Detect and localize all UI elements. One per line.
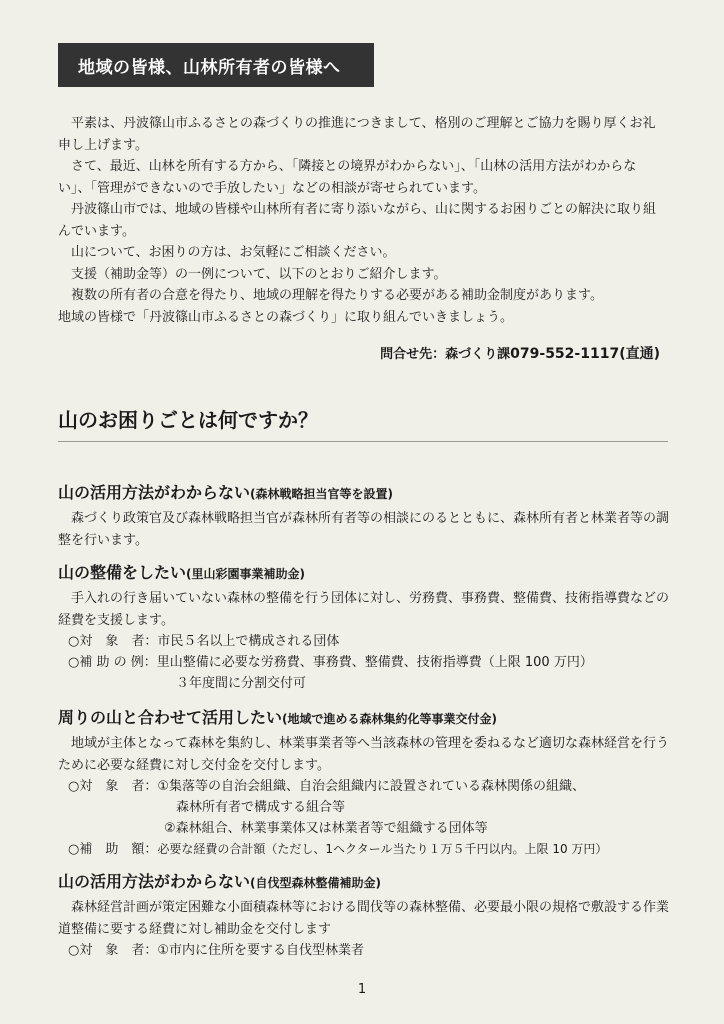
section-body: [58, 508, 670, 551]
section-subtitle: (自伐型森林整備補助金): [250, 876, 381, 890]
contact-info: [300, 343, 660, 363]
intro-line: さて、最近、山林を所有する方から、「隣接との境界がわからない」、「山林の活用方法がわからない」、「管理ができないので手放したい」などの相談が寄せられています。: [58, 159, 637, 196]
section-body: [58, 897, 670, 940]
item-list: [68, 631, 678, 694]
item-label: ○補 助 の 例：: [68, 655, 157, 670]
item-label: ○対 象 者：: [68, 634, 158, 649]
list-item: [68, 631, 678, 652]
list-item: [68, 776, 678, 797]
section-subtitle: (森林戦略担当官等を設置): [250, 487, 393, 501]
item-label: ○補 助 額：: [68, 842, 158, 857]
list-item: [68, 940, 678, 961]
list-item: [68, 652, 678, 673]
item-list: [68, 940, 678, 961]
intro-line: 複数の所有者の合意を得たり、地域の理解を得たりする必要がある補助金制度があります。: [71, 288, 603, 303]
section-body: [58, 733, 670, 776]
intro-line: 地域の皆様で「丹波篠山市ふるさとの森づくり」に取り組んでいきましょう。: [58, 309, 514, 325]
intro-line: 山について、お困りの方は、お気軽にご相談ください。: [71, 245, 396, 260]
item-value: ①市内に住所を要する自伐型林業者: [157, 943, 364, 958]
section-heading: 山の活用方法がわからない: [58, 872, 251, 891]
item-continuation: ②森林組合、林業事業体又は林業者等で組織する団体等: [164, 821, 488, 836]
section-title: [58, 480, 668, 503]
section-title: [58, 560, 668, 583]
section-text: 森づくり政策官及び森林戦略担当官が森林所有者等の相談にのるとともに、森林所有者と林業者等の調整を行います。: [58, 511, 670, 548]
section-text: 地域が主体となって森林を集約し、林業事業者等へ当該森林の管理を委ねるなど適切な森林経営を行うために必要な経費に対し交付金を交付します。: [58, 736, 670, 773]
section-body: [58, 588, 670, 631]
section-heading: 山の活用方法がわからない: [58, 483, 251, 502]
main-title: 山のお困りごとは何ですか？: [58, 404, 668, 442]
item-continuation: ３年度間に分割交付可: [176, 676, 307, 691]
intro-line: 平素は、丹波篠山市ふるさとの森づくりの推進につきまして、格別のご理解とご協力を賜り厚くお礼申し上げます。: [58, 116, 656, 153]
item-value: 必要な経費の合計額（ただし、1ヘクタール当たり１万５千円以内。上限 10 万円）: [157, 842, 608, 856]
item-list: [68, 776, 678, 860]
intro-line: 丹波篠山市では、地域の皆様や山林所有者に寄り添いながら、山に関するお困りごとの解決に取り組んでいます。: [58, 202, 657, 239]
contact-label: 問合せ先：森づくり課: [380, 347, 511, 362]
section-heading: 山の整備をしたい: [58, 563, 187, 582]
item-label: ○対 象 者：: [68, 779, 158, 794]
section-subtitle: (里山彩園事業補助金): [186, 567, 305, 581]
list-item: [68, 839, 678, 860]
intro-line: 支援（補助金等）の一例について、以下のとおりご紹介します。: [71, 266, 447, 282]
section-subtitle: (地域で進める森林集約化等事業交付金): [282, 712, 497, 726]
section-text: 森林経営計画が策定困難な小面積森林等における間伐等の森林整備、必要最小限の規格で敷設する作業道整備に要する経費に対し補助金を交付します: [58, 900, 670, 937]
section-title: [58, 869, 668, 892]
item-label: ○対 象 者：: [68, 943, 158, 958]
section-title: [58, 705, 668, 728]
item-value: 里山整備に必要な労務費、事務費、整備費、技術指導費（上限 100 万円）: [156, 655, 593, 670]
item-continuation: 森林所有者で構成する組合等: [176, 800, 346, 815]
header-title-box: [58, 43, 374, 87]
contact-phone: 079-552-1117(直通): [510, 346, 660, 362]
item-value: ①集落等の自治会組織、自治会組織内に設置されている森林関係の組織、: [157, 779, 585, 794]
page-number: 1: [357, 982, 367, 997]
intro-paragraph: [58, 113, 668, 328]
item-value: 市民５名以上で構成される団体: [157, 634, 340, 649]
section-text: 手入れの行き届いていない森林の整備を行う団体に対し、労務費、事務費、整備費、技術指導費などの経費を支援します。: [58, 591, 670, 628]
header-title: 地域の皆様、山林所有者の皆様へ: [78, 57, 341, 78]
section-heading: 周りの山と合わせて活用したい: [58, 708, 283, 727]
